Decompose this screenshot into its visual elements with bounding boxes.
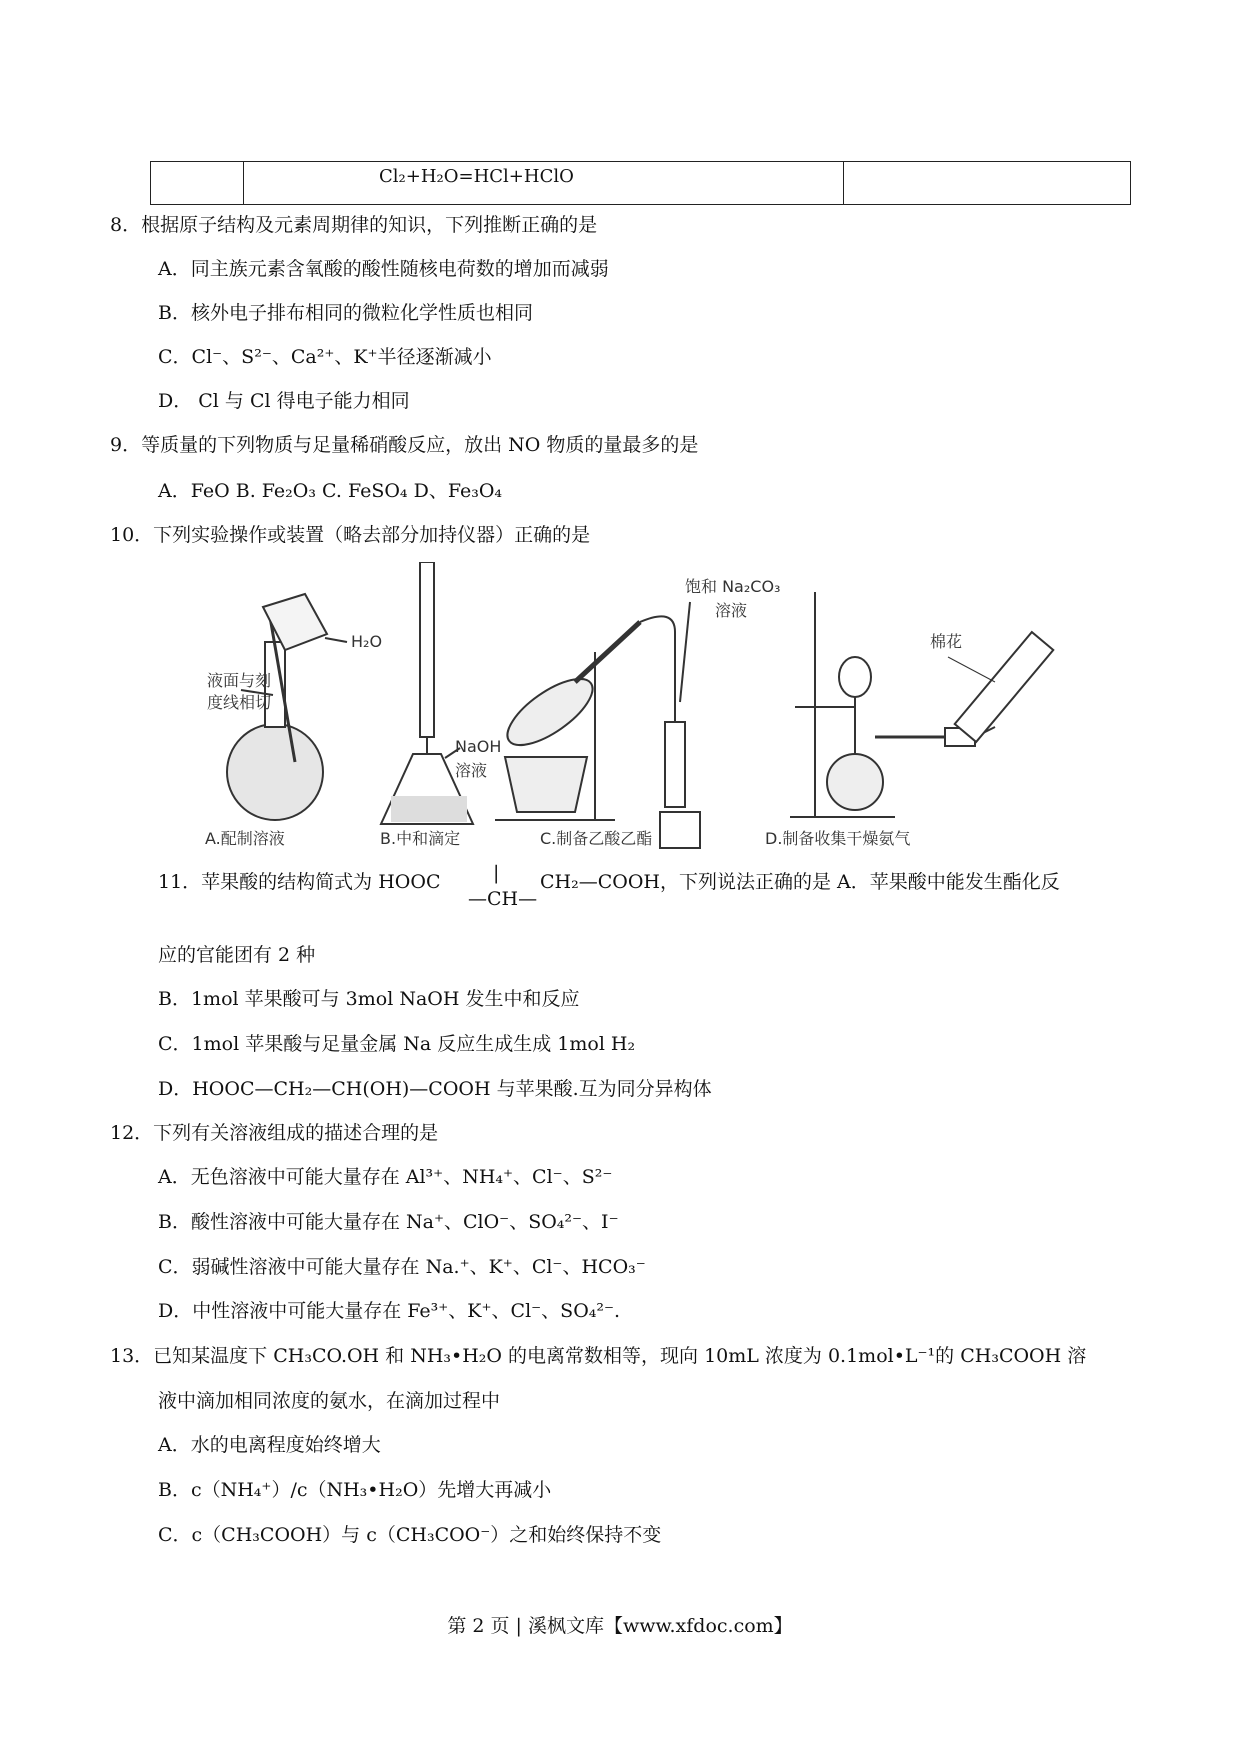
ester-apparatus-icon bbox=[495, 602, 700, 848]
q8-option-c: C．Cl⁻、S²⁻、Ca²⁺、K⁺半径逐渐减小 bbox=[158, 346, 492, 368]
q8-option-a: A．同主族元素含氧酸的酸性随核电荷数的增加而减弱 bbox=[158, 258, 609, 280]
fig-a-h2o: H₂O bbox=[351, 632, 383, 651]
q11-option-c: C．1mol 苹果酸与足量金属 Na 反应生成生成 1mol H₂ bbox=[158, 1033, 636, 1055]
fig-a-label: A.配制溶液 bbox=[205, 829, 285, 848]
q11-option-d: D．HOOC—CH₂—CH(OH)—COOH 与苹果酸.互为同分异构体 bbox=[158, 1078, 712, 1100]
q13-option-b: B．c（NH₄⁺）/c（NH₃•H₂O）先增大再减小 bbox=[158, 1479, 552, 1501]
fig-c-note2: 溶液 bbox=[715, 601, 748, 620]
fig-c-label: C.制备乙酸乙酯 bbox=[540, 829, 653, 848]
table-cell-1 bbox=[151, 162, 244, 205]
fig-b-label: B.中和滴定 bbox=[380, 829, 461, 848]
fig-b-note2: 溶液 bbox=[455, 761, 488, 780]
q10-stem: 10．下列实验操作或装置（略去部分加持仪器）正确的是 bbox=[110, 524, 591, 546]
fig-b-note1: NaOH bbox=[455, 737, 502, 756]
q13-stem: 13．已知某温度下 CH₃CO.OH 和 NH₃•H₂O 的电离常数相等，现向 10mL 浓度为 0.1mol•L⁻¹的 CH₃COOH 溶 bbox=[110, 1345, 1087, 1367]
q11-stem-pre: 11．苹果酸的结构简式为 HOOC bbox=[158, 871, 441, 893]
q11-structure-bar: | bbox=[493, 862, 500, 884]
fig-d-label: D.制备收集干燥氨气 bbox=[765, 829, 911, 848]
q11-structure-branch: —CH— bbox=[468, 888, 538, 910]
q9-options: A．FeO B. Fe₂O₃ C. FeSO₄ D、Fe₃O₄ bbox=[158, 480, 503, 502]
q9-stem: 9．等质量的下列物质与足量稀硝酸反应，放出 NO 物质的量最多的是 bbox=[110, 434, 699, 456]
table-cell-2: Cl₂+H₂O=HCl+HClO bbox=[244, 162, 844, 205]
q12-stem: 12．下列有关溶液组成的描述合理的是 bbox=[110, 1122, 439, 1144]
q13-option-c: C．c（CH₃COOH）与 c（CH₃COO⁻）之和始终保持不变 bbox=[158, 1524, 662, 1546]
q12-option-a: A．无色溶液中可能大量存在 Al³⁺、NH₄⁺、Cl⁻、S²⁻ bbox=[158, 1166, 613, 1188]
page-footer: 第 2 页 | 溪枫文库【www.xfdoc.com】 bbox=[447, 1615, 793, 1637]
q13-stem-cont: 液中滴加相同浓度的氨水，在滴加过程中 bbox=[158, 1390, 501, 1412]
fig-a-note1: 液面与刻 bbox=[207, 671, 272, 690]
q11-stem-cont: 应的官能团有 2 种 bbox=[158, 944, 316, 966]
q12-option-d: D．中性溶液中可能大量存在 Fe³⁺、K⁺、Cl⁻、SO₄²⁻. bbox=[158, 1300, 621, 1322]
q11-stem-post: CH₂—COOH，下列说法正确的是 A．苹果酸中能发生酯化反 bbox=[540, 871, 1060, 893]
q12-option-c: C．弱碱性溶液中可能大量存在 Na.⁺、K⁺、Cl⁻、HCO₃⁻ bbox=[158, 1256, 646, 1278]
fig-c-note1: 饱和 Na₂CO₃ bbox=[685, 577, 781, 596]
q11-option-b: B．1mol 苹果酸可与 3mol NaOH 发生中和反应 bbox=[158, 988, 580, 1010]
q8-option-b: B．核外电子排布相同的微粒化学性质也相同 bbox=[158, 302, 533, 324]
reaction-table-row bbox=[150, 161, 1131, 205]
ammonia-apparatus-icon bbox=[790, 592, 1053, 817]
q10-apparatus-figure bbox=[155, 562, 1055, 850]
burette-flask-icon bbox=[381, 562, 473, 824]
q13-option-a: A．水的电离程度始终增大 bbox=[158, 1434, 381, 1456]
q8-stem: 8．根据原子结构及元素周期律的知识，下列推断正确的是 bbox=[110, 214, 598, 236]
q12-option-b: B．酸性溶液中可能大量存在 Na⁺、ClO⁻、SO₄²⁻、I⁻ bbox=[158, 1211, 619, 1233]
q8-option-d: D． Cl 与 Cl 得电子能力相同 bbox=[158, 390, 410, 412]
table-cell-3 bbox=[844, 162, 1131, 205]
fig-d-note: 棉花 bbox=[930, 632, 963, 651]
fig-a-note2: 度线相切 bbox=[207, 693, 272, 712]
